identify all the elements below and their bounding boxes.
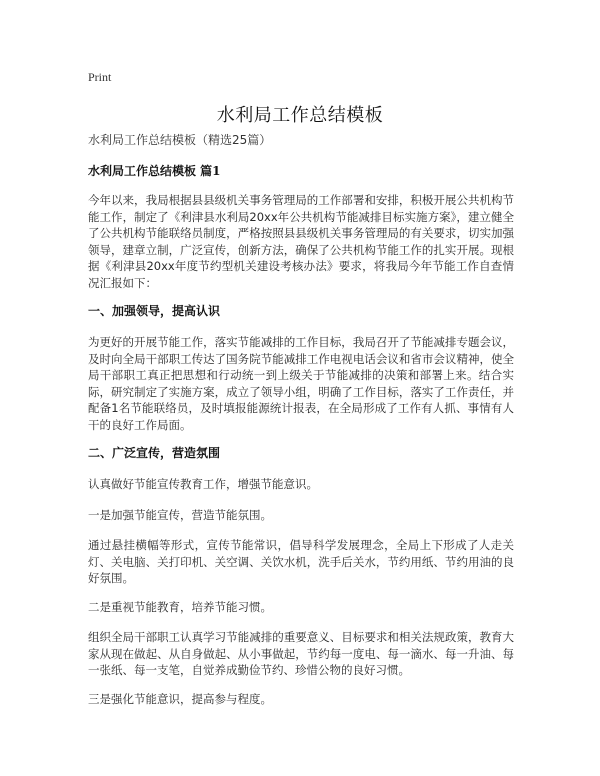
- section-title: 水利局工作总结模板 篇1: [88, 164, 221, 178]
- document-subtitle: 水利局工作总结模板（精选25篇）: [88, 133, 272, 147]
- intro-paragraph: 今年以来，我局根据县县级机关事务管理局的工作部署和安排，积极开展公共机构节能工作，制定了《利津县水利局20xx年公共机构节能减排目标实施方案》，建立健全了公共机构节能联络员制度，严格按照县县级机关事务管理局的有关要求，切实加强领导，建章立制，广泛宣传，创新方法，确保了公共机构节能工作的扎实开展。现根据《利津县20xx年度节约型机关建设考核办法》要求，将我局今年节能工作自查情况汇报如下：: [88, 193, 514, 290]
- paragraph-study: 组织全局干部职工认真学习节能减排的重要意义、目标要求和相关法规政策，教育大家从现在做起、从自身做起、从小事做起，节约每一度电、每一滴水、每一升油、每一张纸、每一支笔，自觉养成勤俭节约、珍惜公物的良好习惯。: [88, 630, 514, 677]
- paragraph-leadership: 为更好的开展节能工作，落实节能减排的工作目标，我局召开了节能减排专题会议，及时向全局干部职工传达了国务院节能减排工作电视电话会议和省市会议精神，使全局干部职工真正把思想和行动统一到上级关于节能减排的决策和部署上来。结合实际，研究制定了实施方案，成立了领导小组，明确了工作目标，落实了工作责任，并配备1名节能联络员，及时填报能源统计报表，在全局形成了工作有人抓、事情有人干的良好工作局面。: [88, 335, 514, 432]
- paragraph-banners: 通过悬挂横幅等形式，宣传节能常识，倡导科学发展理念，全局上下形成了人走关灯、关电脑、关打印机、关空调、关饮水机，洗手后关水，节约用纸、节约用油的良好氛围。: [88, 538, 514, 585]
- heading-publicity: 二、广泛宣传，营造氛围: [88, 446, 221, 460]
- document-body: [88, 132, 514, 721]
- page-title: 水利局工作总结模板: [216, 105, 384, 126]
- print-link[interactable]: Print: [88, 70, 112, 84]
- line-first-point: 一是加强节能宣传，营造节能氛围。: [88, 507, 272, 522]
- heading-leadership: 一、加强领导，提高认识: [88, 304, 221, 318]
- line-second-point: 二是重视节能教育，培养节能习惯。: [88, 599, 272, 614]
- line-education: 认真做好节能宣传教育工作，增强节能意识。: [88, 477, 318, 491]
- line-third-point: 三是强化节能意识，提高参与程度。: [88, 691, 272, 706]
